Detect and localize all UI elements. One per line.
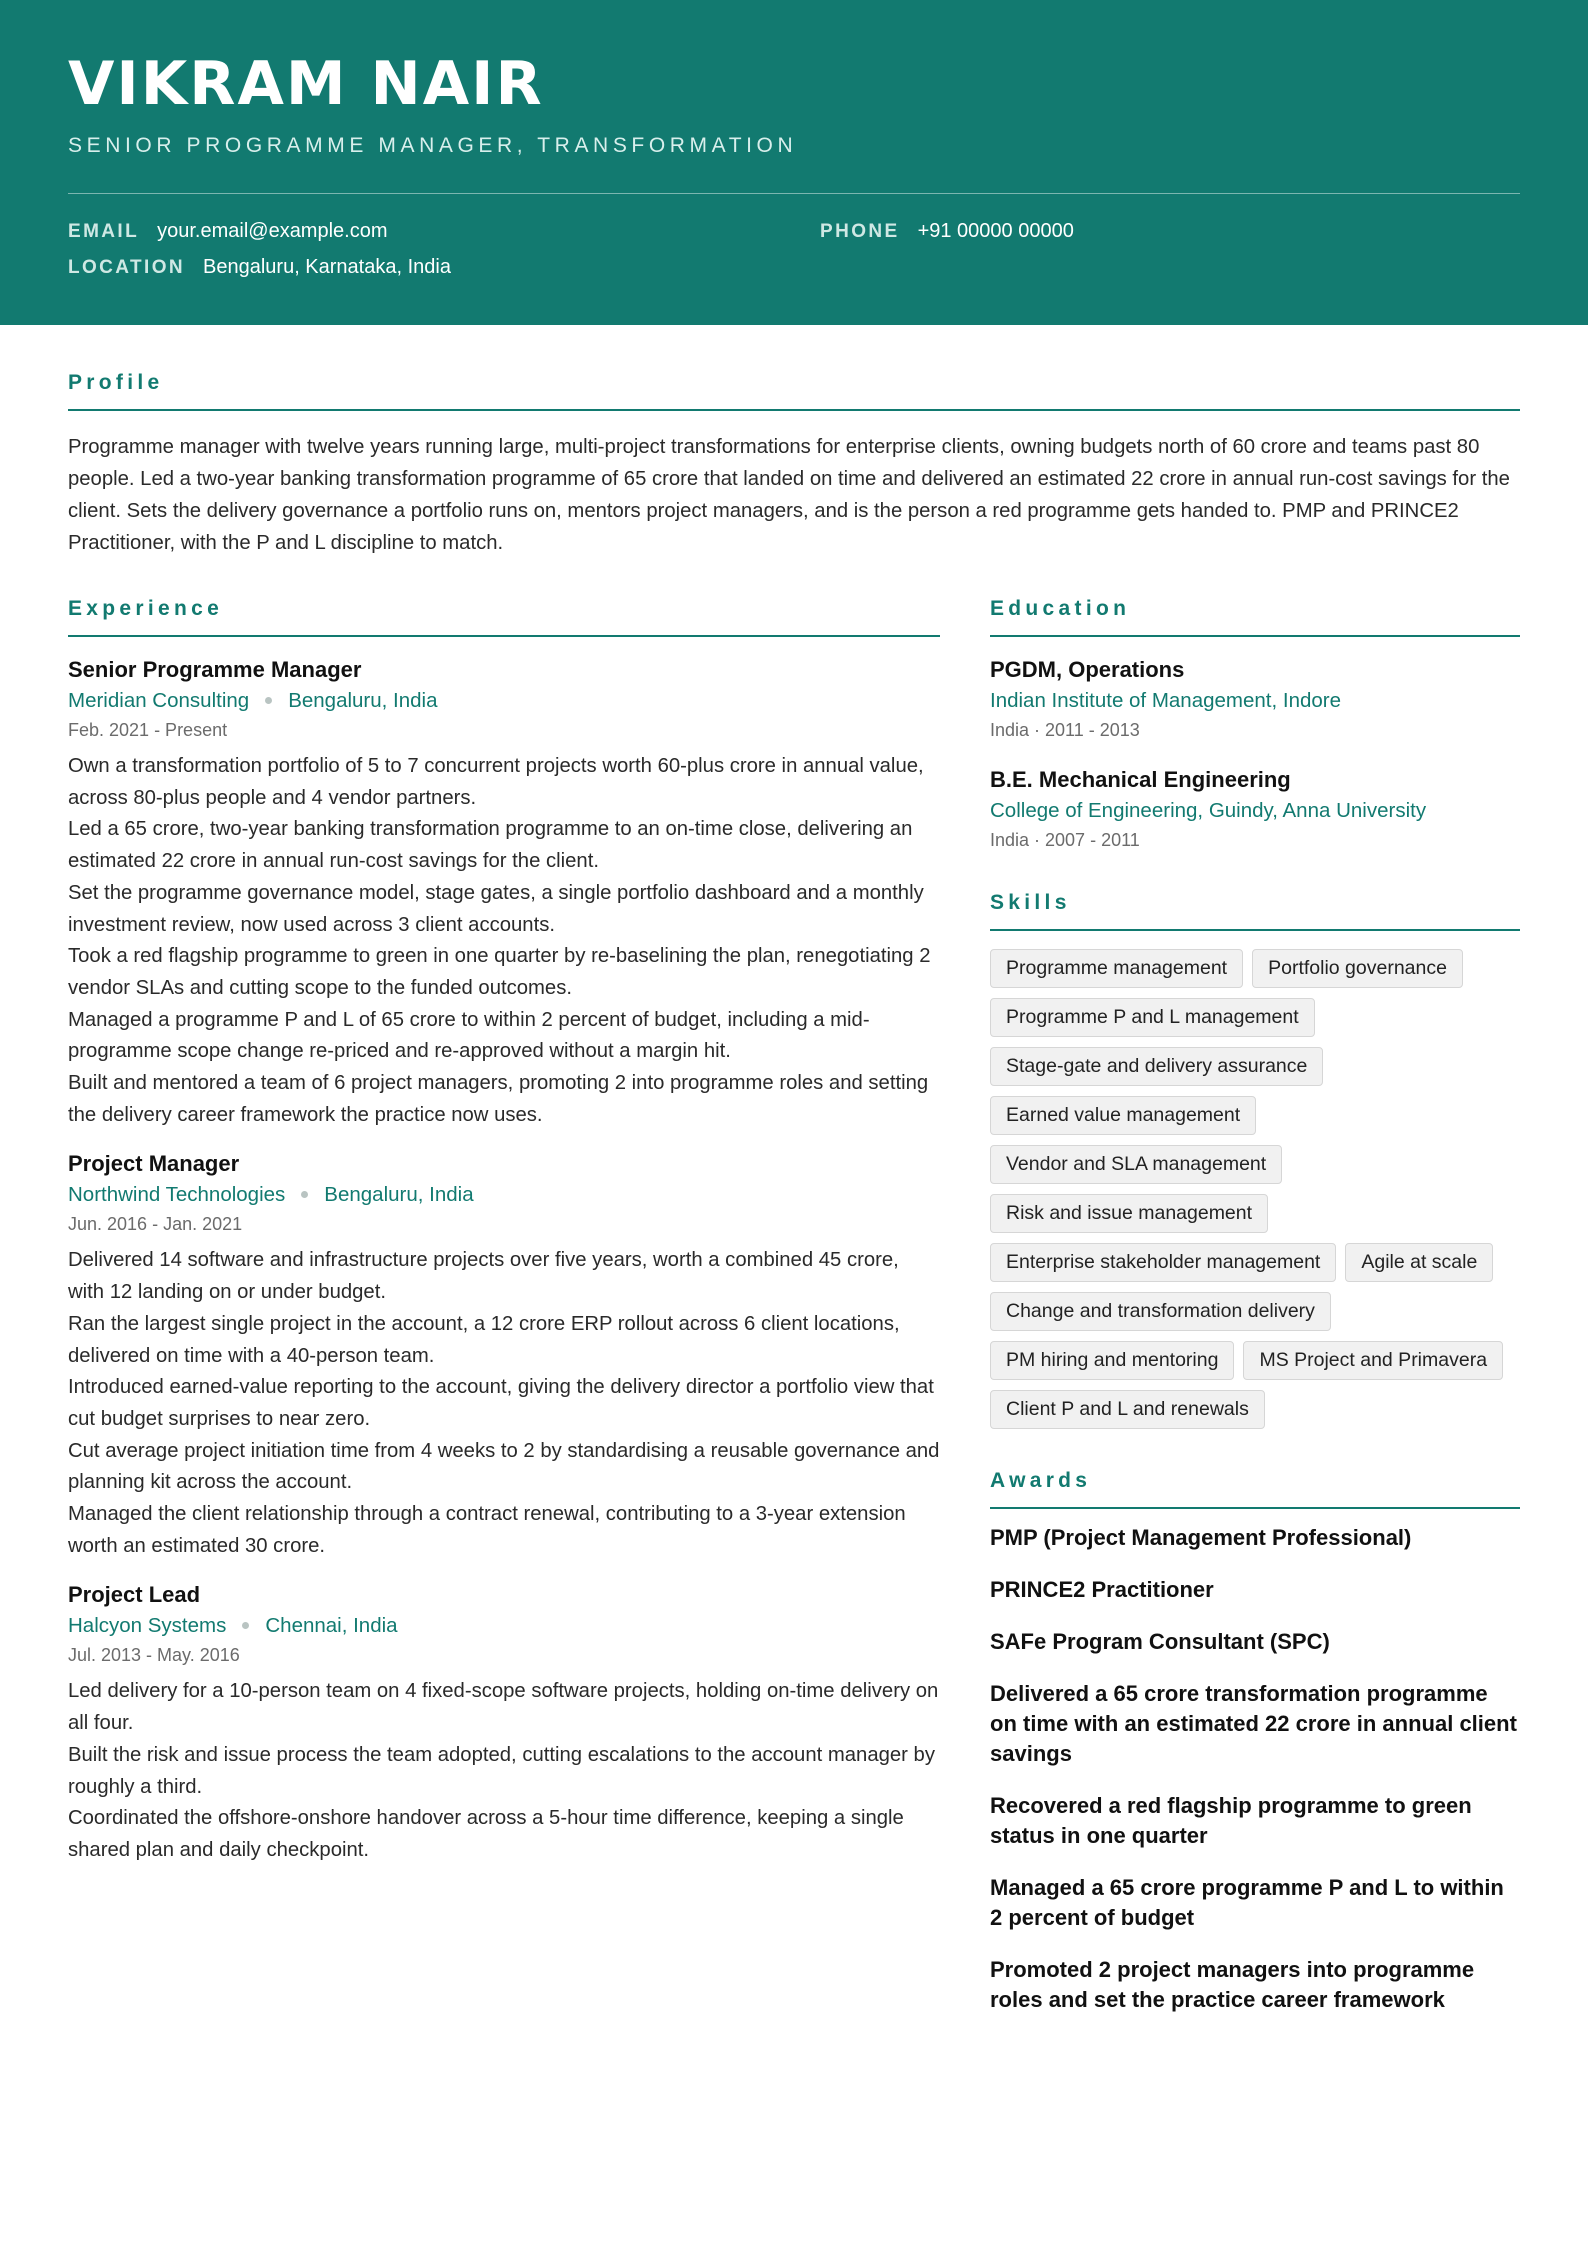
education-school: College of Engineering, Guindy, Anna University (990, 799, 1427, 822)
contact-phone (820, 218, 1074, 245)
job-dates: Feb. 2021 - Present (68, 720, 228, 740)
job-bullet: Coordinated the offshore-onshore handover across a 5-hour time difference, keeping a single shared plan and daily checkpoint. (68, 1807, 904, 1861)
job-dates: Jul. 2013 - May. 2016 (68, 1645, 240, 1666)
award-item: SAFe Program Consultant (SPC) (990, 1629, 1330, 1654)
profile-section (68, 371, 1520, 559)
skill-tag: MS Project and Primavera (1243, 1341, 1503, 1380)
sidebar-column (990, 597, 1520, 2037)
job-title: Project Lead (68, 1582, 201, 1608)
contact-info (68, 218, 1520, 288)
job-entry (68, 1149, 940, 1562)
job-entry (68, 1580, 940, 1866)
skill-tag: Risk and issue management (990, 1194, 1268, 1233)
skill-tag: Earned value management (990, 1096, 1256, 1135)
job-bullet: Led delivery for a 10-person team on 4 fixed-scope software projects, holding on-time delivery on all four. (68, 1680, 939, 1735)
skill-tag: Client P and L and renewals (990, 1390, 1265, 1429)
phone-label: PHONE (820, 221, 900, 242)
skill-tag: PM hiring and mentoring (990, 1341, 1234, 1380)
job-dates: Jun. 2016 - Jan. 2021 (68, 1214, 243, 1235)
job-bullet: Managed the client relationship through a contract renewal, contributing to a 3-year extension worth an estimated 30 crore. (68, 1503, 906, 1557)
job-title: Senior Programme Manager (68, 657, 362, 682)
job-company: Northwind Technologies (68, 1183, 286, 1207)
skill-tag: Change and transformation delivery (990, 1292, 1331, 1331)
job-bullet: Built and mentored a team of 6 project managers, promoting 2 into programme roles and setting the delivery career framework the practice now uses. (68, 1072, 929, 1126)
job-location: Chennai, India (265, 1614, 398, 1638)
job-company: Halcyon Systems (68, 1614, 227, 1638)
job-company-location (68, 685, 940, 717)
separator-dot (301, 1191, 308, 1198)
award-item: Managed a 65 crore programme P and L to within 2 percent of budget (990, 1875, 1504, 1930)
location-value: Bengaluru, Karnataka, India (203, 256, 451, 278)
education-degree: PGDM, Operations (990, 657, 1185, 682)
awards-section (990, 1469, 1520, 2015)
skills-section (990, 891, 1520, 1429)
profile-heading: Profile (68, 371, 1520, 411)
job-bullet: Cut average project initiation time from 4 weeks to 2 by standardising a reusable governance and planning kit across the account. (68, 1439, 940, 1494)
skill-tag: Agile at scale (1345, 1243, 1493, 1282)
skill-tag: Enterprise stakeholder management (990, 1243, 1336, 1282)
education-school: Indian Institute of Management, Indore (990, 689, 1342, 712)
job-bullet: Delivered 14 software and infrastructure projects over five years, worth a combined 45 crore, with 12 landing on or under budget. (68, 1249, 899, 1304)
award-item: PMP (Project Management Professional) (990, 1525, 1412, 1550)
header-divider (68, 193, 1520, 194)
skill-tag: Programme P and L management (990, 998, 1315, 1037)
job-bullets (68, 1245, 940, 1562)
job-bullets (68, 751, 940, 1131)
skills-heading: Skills (990, 891, 1520, 931)
job-bullet: Led a 65 crore, two-year banking transformation programme to an on-time close, delivering an estimated 22 crore in annual run-cost savings for the client. (68, 818, 913, 873)
education-entry (990, 655, 1520, 743)
email-value[interactable]: your.email@example.com (157, 220, 388, 242)
job-bullet: Took a red flagship programme to green in one quarter by re-baselining the plan, renegotiating 2 vendor SLAs and cutting scope to the funded outcomes. (68, 945, 931, 999)
job-location: Bengaluru, India (288, 689, 438, 712)
skill-tags (990, 949, 1520, 1429)
education-meta: India · 2011 - 2013 (990, 720, 1140, 740)
phone-value[interactable]: +91 00000 00000 (917, 220, 1074, 242)
candidate-name: VIKRAM NAIR (68, 49, 544, 119)
job-company-location (68, 1610, 940, 1642)
job-entry (68, 655, 940, 1131)
job-bullet: Managed a programme P and L of 65 crore to within 2 percent of budget, including a mid-programme scope change re-priced and re-approved without a margin hit. (68, 1008, 870, 1063)
job-location: Bengaluru, India (324, 1183, 474, 1207)
skill-tag: Programme management (990, 949, 1243, 988)
education-degree: B.E. Mechanical Engineering (990, 767, 1291, 792)
profile-summary: Programme manager with twelve years running large, multi-project transformations for enterprise clients, owning budgets north of 60 crore and teams past 80 people. Led a two-year banking transformation programme of 65 crore that landed on time and delivered an estimated 22 crore in annual run-cost savings for the client. Sets the delivery governance a portfolio runs on, mentors project managers, and is the person a red programme gets handed to. PMP and PRINCE2 Practitioner, with the P and L discipline to match. (68, 436, 1510, 554)
experience-section (68, 597, 940, 2037)
separator-dot (242, 1622, 249, 1629)
contact-location (68, 254, 451, 281)
skill-tag: Portfolio governance (1252, 949, 1463, 988)
skill-tag: Stage-gate and delivery assurance (990, 1047, 1323, 1086)
job-headline: SENIOR PROGRAMME MANAGER, TRANSFORMATION (68, 134, 798, 157)
award-list (990, 1523, 1520, 2015)
job-bullet: Ran the largest single project in the account, a 12 crore ERP rollout across 6 client locations, delivered on time with a 40-person team. (68, 1312, 900, 1367)
job-bullets (68, 1676, 940, 1866)
education-meta: India · 2007 - 2011 (990, 830, 1140, 850)
award-item: Delivered a 65 crore transformation programme on time with an estimated 22 crore in annual client savings (990, 1681, 1517, 1766)
job-title: Project Manager (68, 1151, 240, 1177)
award-item: PRINCE2 Practitioner (990, 1577, 1214, 1602)
job-company-location (68, 1179, 940, 1211)
awards-heading: Awards (990, 1469, 1520, 1509)
two-column-layout (68, 597, 1520, 2037)
job-bullet: Introduced earned-value reporting to the account, giving the delivery director a portfolio view that cut budget surprises to near zero. (68, 1376, 934, 1430)
contact-email (68, 218, 388, 245)
skill-tag: Vendor and SLA management (990, 1145, 1282, 1184)
job-bullet: Own a transformation portfolio of 5 to 7 concurrent projects worth 60-plus crore in annual value, across 80-plus people and 4 vendor partners. (68, 755, 924, 809)
location-label: LOCATION (68, 257, 186, 278)
separator-dot (265, 697, 272, 704)
experience-heading: Experience (68, 597, 940, 637)
resume-header (0, 0, 1588, 325)
education-entry (990, 765, 1520, 853)
job-bullet: Set the programme governance model, stage gates, a single portfolio dashboard and a monthly investment review, now used across 3 client accounts. (68, 881, 924, 936)
education-heading: Education (990, 597, 1520, 637)
resume-body (0, 371, 1588, 2037)
email-label: EMAIL (68, 221, 140, 242)
job-bullet: Built the risk and issue process the team adopted, cutting escalations to the account manager by roughly a third. (68, 1743, 935, 1798)
job-company: Meridian Consulting (68, 689, 250, 712)
award-item: Promoted 2 project managers into programme roles and set the practice career framework (990, 1957, 1475, 2012)
award-item: Recovered a red flagship programme to green status in one quarter (990, 1793, 1472, 1848)
education-section (990, 597, 1520, 853)
